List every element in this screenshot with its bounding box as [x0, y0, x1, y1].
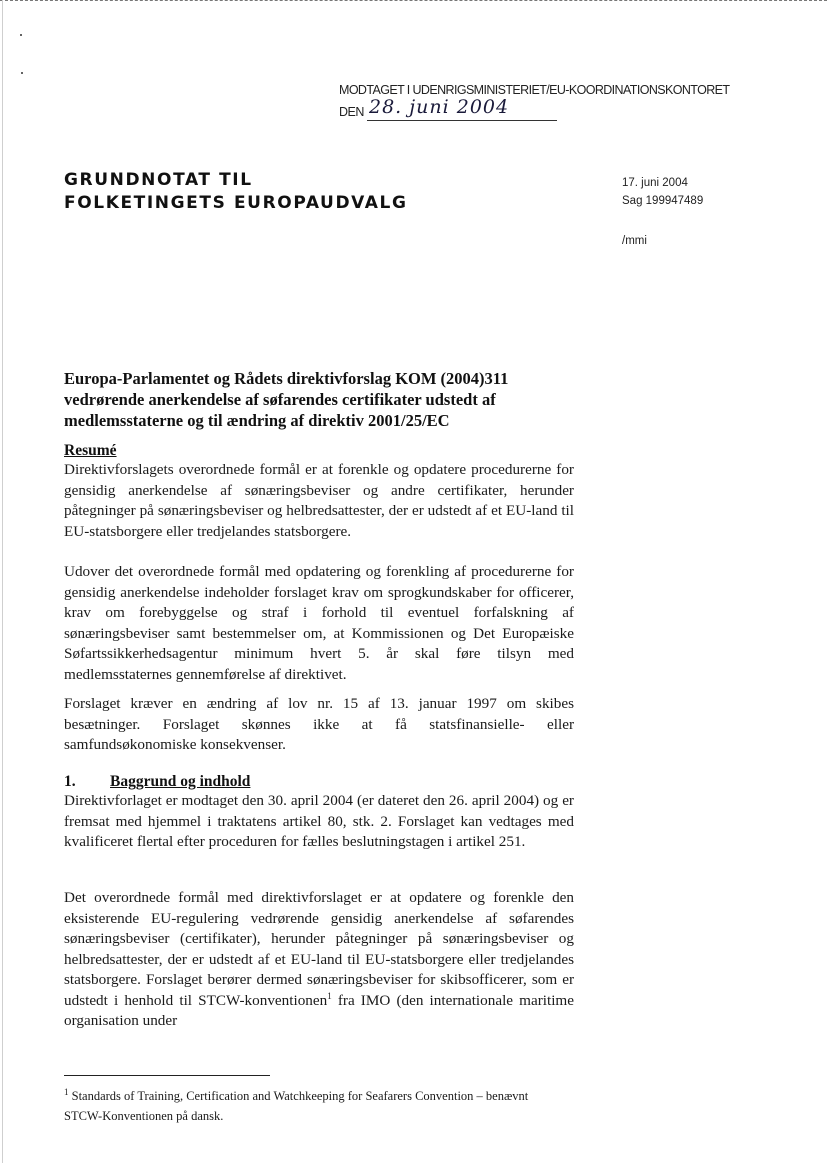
resume-paragraph-3: Forslaget kræver en ændring af lov nr. 15 af 13. januar 1997 om skibes besætninger. Forslaget skønnes ikke at få statsfinansielle- eller samfundsøkonomiske konsekvenser.	[64, 695, 574, 753]
received-date-line	[339, 96, 569, 126]
resume-paragraph-2: Udover det overordnede formål med opdatering og forenkling af procedurerne for gensidig anerkendelse indeholder forslaget krav om sprogkundskaber for officerer, krav om forebyggelse og straf i forhold til eventuel forfalskning af sønæringsbeviser samt bestemmelser om, at Kommissionen og Det Europæiske Søfartssikkerhedsagentur minimum hvert 5. år skal føre tilsyn med medlemsstaternes gennemførelse af direktivet.	[64, 563, 574, 683]
title-line-2: FOLKETINGETS EUROPAUDVALG	[64, 193, 408, 213]
section-1-paragraph-1: Direktivforlaget er modtaget den 30. april 2004 (er dateret den 26. april 2004) og er fremsat med hjemmel i traktatens artikel 80, stk. 2. Forslaget kan vedtages med kvalificeret flertal efter proceduren for fælles beslutningstagen i artikel 251.	[64, 792, 574, 850]
resume-heading-text: Resumé	[64, 442, 117, 459]
den-label: DEN	[339, 105, 364, 119]
section-1-heading-text: Baggrund og indhold	[110, 773, 251, 790]
section-1-number: 1.	[64, 773, 76, 790]
document-title	[64, 169, 408, 215]
footnote-text: Standards of Training, Certification and Watchkeeping for Seafarers Convention – benævnt STCW-Konventionen på dansk.	[64, 1089, 529, 1123]
footnote-separator	[64, 1075, 270, 1076]
scan-top-edge	[0, 0, 827, 1]
section-1-paragraph-2-continuation: fra IMO (den internationale maritime organisation under	[64, 991, 574, 1029]
subject-heading: Europa-Parlamentet og Rådets direktivforslag KOM (2004)311 vedrørende anerkendelse af søfarendes certifikater udstedt af medlemsstaterne og til ændring af direktiv 2001/25/EC	[64, 369, 509, 430]
title-line-1: GRUNDNOTAT TIL	[64, 170, 253, 190]
resume-heading	[64, 442, 117, 460]
punch-mark	[20, 34, 22, 36]
footnote	[64, 1086, 564, 1126]
punch-mark	[21, 72, 23, 74]
resume-paragraph-1: Direktivforslagets overordnede formål er at forenkle og opdatere procedurerne for gensidig anerkendelse af sønæringsbeviser og andre certifikater, herunder påtegninger på sønæringsbeviser og helbredsattester, der er udstedt af et EU-land til EU-statsborgere eller tredjelandes statsborgere.	[64, 461, 574, 540]
section-1-paragraph-2	[64, 888, 574, 1032]
footnote-reference: 1	[327, 990, 332, 1001]
footnote-number: 1	[64, 1086, 69, 1097]
date-underline	[367, 120, 557, 121]
section-1-heading	[64, 773, 250, 791]
document-date: 17. juni 2004	[622, 177, 688, 189]
scan-left-edge	[2, 0, 3, 1163]
received-stamp: MODTAGET I UDENRIGSMINISTERIET/EU-KOORDINATIONSKONTORET	[339, 83, 730, 97]
section-1-paragraph-2-text: Det overordnede formål med direktivforslaget er at opdatere og forenkle den eksisterende EU-regulering vedrørende gensidig anerkendelse af søfarendes sønæringsbeviser (certifikater), herunder påtegninger på sønæringsbeviser og helbredsattester, der er udstedt af et EU-land til EU-statsborgere eller tredjelandes statsborgere. Forslaget berører dermed sønæringsbeviser for skibsofficerer, som er udstedt i henhold til STCW-konventionen	[64, 889, 574, 1009]
author-initials: /mmi	[622, 235, 647, 247]
handwritten-date: 28. juni 2004	[369, 96, 510, 118]
case-number: Sag 199947489	[622, 195, 704, 207]
